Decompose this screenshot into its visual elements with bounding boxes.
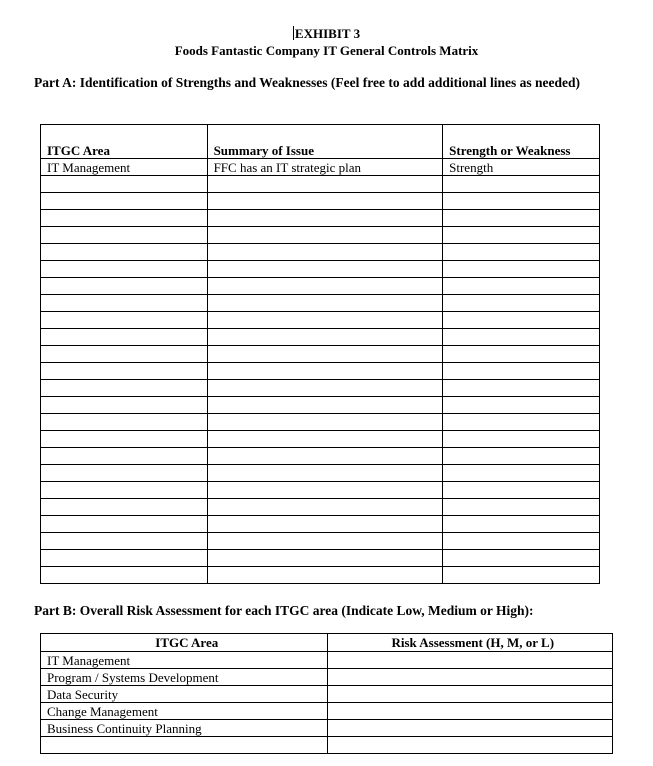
table-row-empty: [41, 431, 600, 448]
summary-of-issue-cell[interactable]: [207, 431, 443, 448]
summary-of-issue-cell[interactable]: [207, 261, 443, 278]
table-row-empty: [41, 448, 600, 465]
strength-or-weakness-cell[interactable]: [443, 533, 600, 550]
itgc-area-cell[interactable]: [41, 448, 208, 465]
itgc-area-cell[interactable]: [41, 346, 208, 363]
column-header-strength-or-weakness: Strength or Weakness: [443, 125, 600, 159]
summary-of-issue-cell[interactable]: [207, 176, 443, 193]
summary-of-issue-cell[interactable]: [207, 567, 443, 584]
strength-or-weakness-cell[interactable]: [443, 244, 600, 261]
table-row-empty: [41, 567, 600, 584]
strength-or-weakness-cell[interactable]: [443, 363, 600, 380]
table-header-row: [41, 634, 613, 652]
table-header-row: [41, 125, 600, 159]
table-row-empty: [41, 210, 600, 227]
itgc-area-cell[interactable]: [41, 227, 208, 244]
summary-of-issue-cell[interactable]: [207, 499, 443, 516]
table-row-empty: [41, 193, 600, 210]
strength-or-weakness-cell[interactable]: [443, 431, 600, 448]
strength-or-weakness-cell[interactable]: [443, 210, 600, 227]
itgc-area-cell[interactable]: [41, 567, 208, 584]
strength-or-weakness-cell[interactable]: [443, 176, 600, 193]
summary-of-issue-cell[interactable]: [207, 533, 443, 550]
summary-of-issue-cell[interactable]: [207, 329, 443, 346]
strength-or-weakness-cell[interactable]: [443, 193, 600, 210]
itgc-area-cell[interactable]: [41, 482, 208, 499]
table-row-empty: [41, 533, 600, 550]
itgc-area-cell[interactable]: [41, 295, 208, 312]
document-subtitle: Foods Fantastic Company IT General Controls Matrix: [174, 43, 479, 58]
strength-or-weakness-cell[interactable]: [443, 516, 600, 533]
table-row-empty: [41, 261, 600, 278]
exhibit-title: [0, 26, 653, 42]
summary-of-issue-cell[interactable]: [207, 482, 443, 499]
table-row-empty: [41, 278, 600, 295]
itgc-area-cell[interactable]: [41, 329, 208, 346]
itgc-area-cell[interactable]: [41, 312, 208, 329]
strength-or-weakness-cell[interactable]: [443, 261, 600, 278]
summary-of-issue-cell[interactable]: [207, 295, 443, 312]
risk-assessment-cell[interactable]: [327, 737, 612, 754]
table-row-empty: [41, 737, 613, 754]
itgc-area-cell[interactable]: [41, 499, 208, 516]
table-row-empty: [41, 363, 600, 380]
strength-or-weakness-cell[interactable]: [443, 550, 600, 567]
summary-of-issue-cell[interactable]: [207, 380, 443, 397]
itgc-area-cell[interactable]: [41, 210, 208, 227]
strengths-weaknesses-table: [40, 124, 600, 584]
table-row-empty: [41, 499, 600, 516]
column-header-risk-assessment: Risk Assessment (H, M, or L): [327, 634, 612, 652]
itgc-area-cell[interactable]: [41, 550, 208, 567]
table-row-empty: [41, 227, 600, 244]
column-header-summary-of-issue: Summary of Issue: [207, 125, 443, 159]
itgc-area-cell[interactable]: [41, 176, 208, 193]
summary-of-issue-cell[interactable]: [207, 465, 443, 482]
summary-of-issue-cell[interactable]: [207, 346, 443, 363]
risk-assessment-cell[interactable]: [327, 686, 612, 703]
exhibit-title-text: EXHIBIT 3: [294, 26, 361, 41]
strength-or-weakness-cell[interactable]: [443, 312, 600, 329]
table-row-empty: [41, 414, 600, 431]
itgc-area-cell[interactable]: [41, 193, 208, 210]
itgc-area-cell: IT Management: [41, 652, 328, 669]
table-row-empty: [41, 346, 600, 363]
summary-of-issue-cell[interactable]: [207, 516, 443, 533]
table-row-empty: [41, 380, 600, 397]
strength-or-weakness-cell[interactable]: [443, 295, 600, 312]
summary-of-issue-cell[interactable]: [207, 244, 443, 261]
table-row-empty: [41, 312, 600, 329]
summary-of-issue-cell[interactable]: [207, 363, 443, 380]
itgc-area-cell[interactable]: [41, 431, 208, 448]
strength-or-weakness-cell[interactable]: [443, 380, 600, 397]
strength-or-weakness-cell[interactable]: [443, 414, 600, 431]
table-row: [41, 720, 613, 737]
summary-of-issue-cell[interactable]: [207, 312, 443, 329]
table-row-empty: [41, 295, 600, 312]
strength-or-weakness-cell[interactable]: [443, 499, 600, 516]
summary-of-issue-cell[interactable]: [207, 227, 443, 244]
summary-of-issue-cell[interactable]: [207, 414, 443, 431]
strength-or-weakness-cell[interactable]: [443, 482, 600, 499]
table-row-empty: [41, 176, 600, 193]
table-row: [41, 159, 600, 176]
summary-of-issue-cell[interactable]: [207, 448, 443, 465]
summary-of-issue-cell[interactable]: [207, 210, 443, 227]
table-row: [41, 669, 613, 686]
table-row-empty: [41, 244, 600, 261]
table-row-empty: [41, 482, 600, 499]
table-row: [41, 652, 613, 669]
table-row-empty: [41, 516, 600, 533]
part-a-heading: Part A: Identification of Strengths and Weaknesses (Feel free to add additional lines as needed): [34, 75, 581, 90]
itgc-area-cell: Business Continuity Planning: [41, 720, 328, 737]
table-row-empty: [41, 397, 600, 414]
table-row: [41, 703, 613, 720]
itgc-area-cell: Change Management: [41, 703, 328, 720]
part-b-heading: Part B: Overall Risk Assessment for each ITGC area (Indicate Low, Medium or High):: [34, 603, 534, 618]
risk-assessment-cell[interactable]: [327, 669, 612, 686]
itgc-area-cell: Data Security: [41, 686, 328, 703]
strength-or-weakness-cell[interactable]: [443, 397, 600, 414]
summary-of-issue-cell[interactable]: [207, 397, 443, 414]
strength-or-weakness-cell[interactable]: [443, 448, 600, 465]
itgc-area-cell[interactable]: [41, 261, 208, 278]
itgc-area-cell[interactable]: [41, 414, 208, 431]
itgc-area-cell[interactable]: [41, 363, 208, 380]
text-cursor: [293, 26, 294, 40]
itgc-area-cell[interactable]: [41, 278, 208, 295]
table-row-empty: [41, 465, 600, 482]
summary-of-issue-cell[interactable]: [207, 550, 443, 567]
risk-assessment-cell[interactable]: [327, 720, 612, 737]
itgc-area-cell: Program / Systems Development: [41, 669, 328, 686]
summary-of-issue-cell[interactable]: FFC has an IT strategic plan: [207, 159, 443, 176]
strength-or-weakness-cell[interactable]: Strength: [443, 159, 600, 176]
itgc-area-cell[interactable]: [41, 516, 208, 533]
summary-of-issue-cell[interactable]: [207, 193, 443, 210]
strength-or-weakness-cell[interactable]: [443, 567, 600, 584]
itgc-area-cell[interactable]: [41, 244, 208, 261]
column-header-itgc-area: ITGC Area: [41, 634, 328, 652]
itgc-area-cell[interactable]: [41, 397, 208, 414]
table-row-empty: [41, 550, 600, 567]
strength-or-weakness-cell[interactable]: [443, 346, 600, 363]
strength-or-weakness-cell[interactable]: [443, 278, 600, 295]
itgc-area-cell[interactable]: IT Management: [41, 159, 208, 176]
column-header-itgc-area: ITGC Area: [41, 125, 208, 159]
strength-or-weakness-cell[interactable]: [443, 465, 600, 482]
itgc-area-cell[interactable]: [41, 737, 328, 754]
table-row-empty: [41, 329, 600, 346]
summary-of-issue-cell[interactable]: [207, 278, 443, 295]
itgc-area-cell[interactable]: [41, 380, 208, 397]
strength-or-weakness-cell[interactable]: [443, 227, 600, 244]
itgc-area-cell[interactable]: [41, 533, 208, 550]
risk-assessment-cell[interactable]: [327, 652, 612, 669]
strength-or-weakness-cell[interactable]: [443, 329, 600, 346]
risk-assessment-table: [40, 633, 613, 754]
itgc-area-cell[interactable]: [41, 465, 208, 482]
risk-assessment-cell[interactable]: [327, 703, 612, 720]
table-row: [41, 686, 613, 703]
